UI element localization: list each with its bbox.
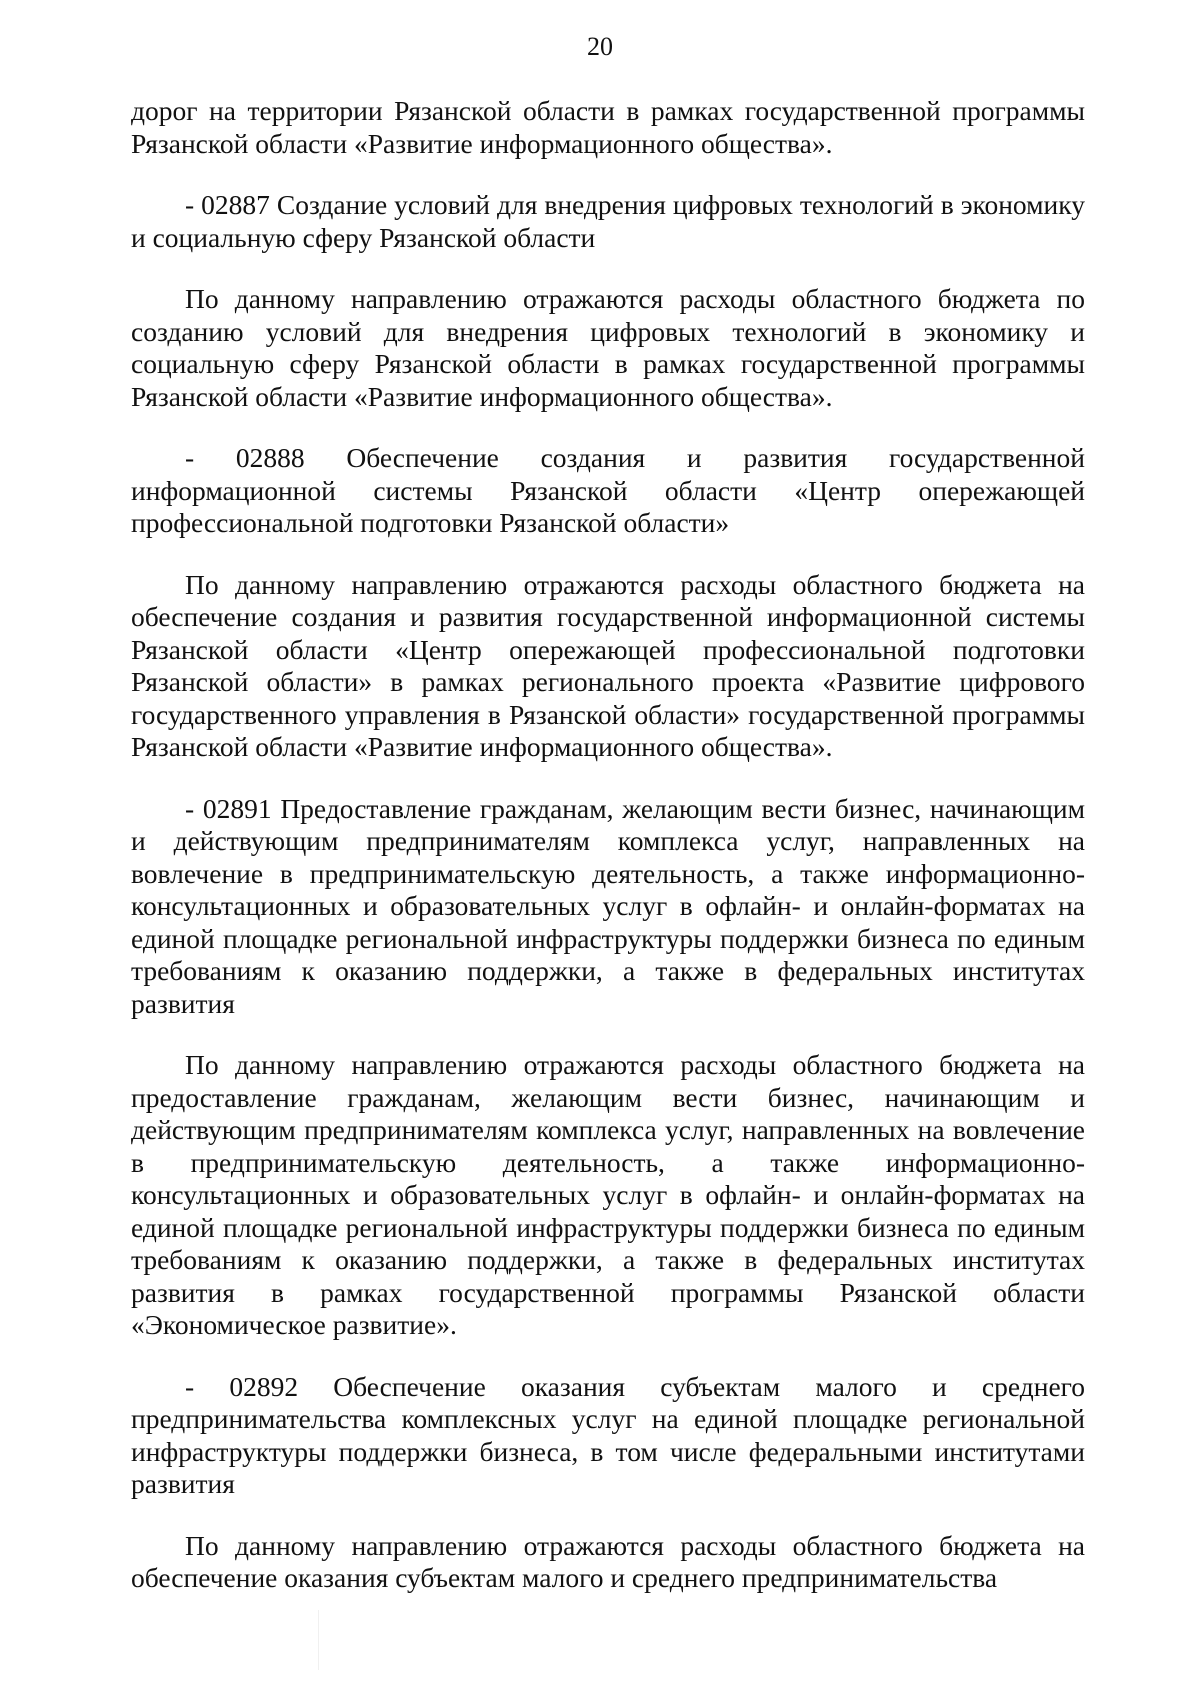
paragraph-code-02887: - 02887 Создание условий для внедрения цифровых технологий в экономику и социальную сферу Рязанской области xyxy=(131,189,1085,253)
paragraph-code-02888: - 02888 Обеспечение создания и развития государственной информационной системы Рязанской области «Центр опережающей профессиональной подготовки Рязанской области» xyxy=(131,442,1085,538)
page-number: 20 xyxy=(587,32,613,61)
paragraph-description-02891: По данному направлению отражаются расходы областного бюджета на предоставление гражданам, желающим вести бизнес, начинающим и действующим предпринимателям комплекса услуг, направленных на вовлечение в предпринимательскую деятельность, а также информационно-консультационных и образовательных услуг в офлайн- и онлайн-форматах на единой площадке региональной инфраструктуры поддержки бизнеса по единым требованиям к оказанию поддержки, а также в федеральных институтах развития в рамках государственной программы Рязанской области «Экономическое развитие». xyxy=(131,1049,1085,1340)
paragraph-continuation: дорог на территории Рязанской области в рамках государственной программы Рязанской области «Развитие информационного общества». xyxy=(131,95,1085,159)
paragraph-description-02888: По данному направлению отражаются расходы областного бюджета на обеспечение создания и развития государственной информационной системы Рязанской области «Центр опережающей профессиональной подготовки Рязанской области» в рамках регионального проекта «Развитие цифрового государственного управления в Рязанской области» государственной программы Рязанской области «Развитие информационного общества». xyxy=(131,568,1085,762)
paragraph-description-02892: По данному направлению отражаются расходы областного бюджета на обеспечение оказания субъектам малого и среднего предпринимательства xyxy=(131,1529,1085,1593)
scan-artifact xyxy=(318,1610,319,1670)
paragraph-code-02892: - 02892 Обеспечение оказания субъектам малого и среднего предпринимательства комплексных услуг на единой площадке региональной инфраструктуры поддержки бизнеса, в том числе федеральными институтами развития xyxy=(131,1370,1085,1499)
document-body xyxy=(131,95,1085,1595)
paragraph-description-02887: По данному направлению отражаются расходы областного бюджета по созданию условий для внедрения цифровых технологий в экономику и социальную сферу Рязанской области в рамках государственной программы Рязанской области «Развитие информационного общества». xyxy=(131,283,1085,412)
paragraph-code-02891: - 02891 Предоставление гражданам, желающим вести бизнес, начинающим и действующим предпринимателям комплекса услуг, направленных на вовлечение в предпринимательскую деятельность, а также информационно-консультационных и образовательных услуг в офлайн- и онлайн-форматах на единой площадке региональной инфраструктуры поддержки бизнеса по единым требованиям к оказанию поддержки, а также в федеральных институтах развития xyxy=(131,792,1085,1019)
